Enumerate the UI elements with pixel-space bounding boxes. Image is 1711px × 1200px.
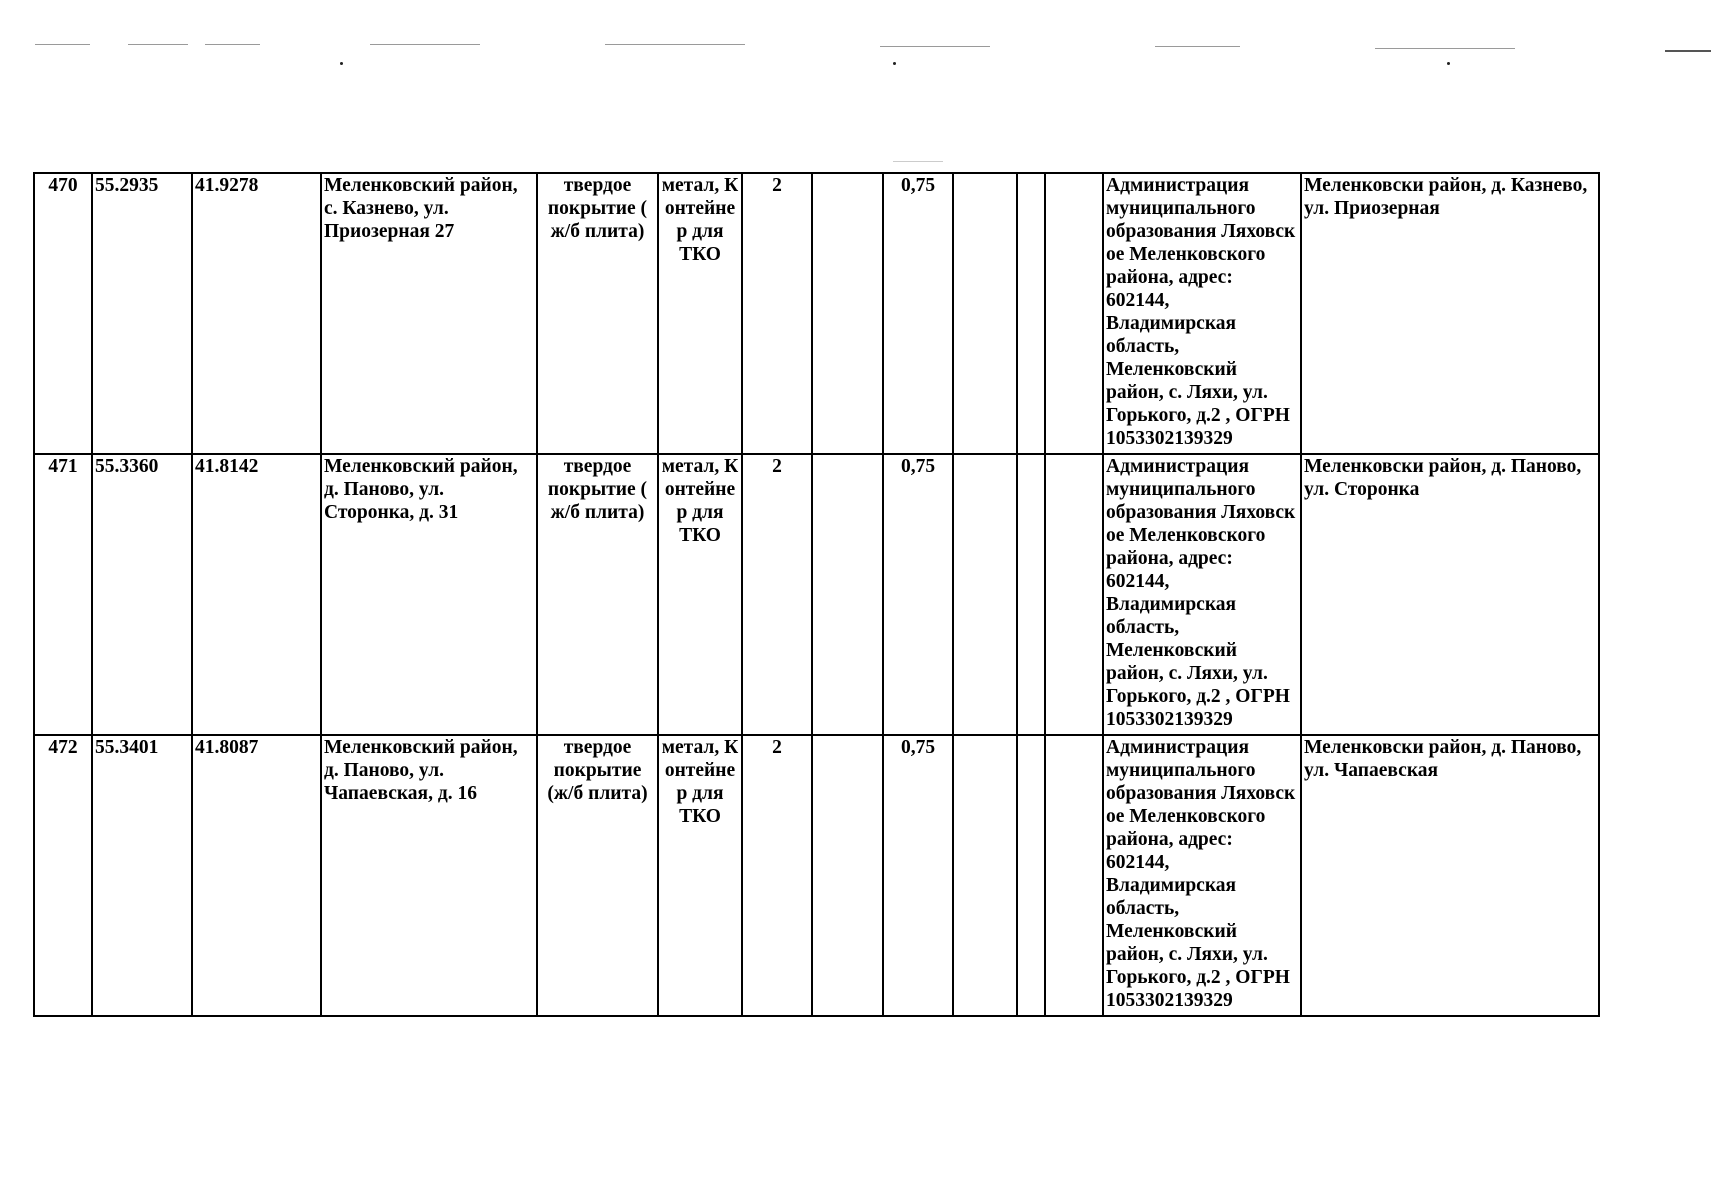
empty-cell xyxy=(1017,454,1045,735)
registry-table xyxy=(33,172,1600,1017)
scan-header-marks xyxy=(0,0,1711,80)
longitude-cell: 41.9278 xyxy=(192,173,321,454)
empty-cell xyxy=(1045,454,1103,735)
container-count-cell: 2 xyxy=(742,173,812,454)
empty-cell xyxy=(1017,735,1045,1016)
empty-cell xyxy=(953,735,1017,1016)
row-number: 472 xyxy=(34,735,92,1016)
empty-cell xyxy=(953,173,1017,454)
latitude-cell: 55.3360 xyxy=(92,454,192,735)
surface-cell: твердое покрытие ( ж/б плита) xyxy=(537,173,658,454)
table-row xyxy=(34,735,1599,1016)
surface-cell: твердое покрытие ( ж/б плита) xyxy=(537,454,658,735)
material-cell: метал, К онтейне р для ТКО xyxy=(658,735,742,1016)
material-cell: метал, К онтейне р для ТКО xyxy=(658,454,742,735)
container-count-cell: 2 xyxy=(742,735,812,1016)
empty-cell xyxy=(953,454,1017,735)
longitude-cell: 41.8142 xyxy=(192,454,321,735)
location-cell: Меленковский район, с. Казнево, ул. Приозерная 27 xyxy=(321,173,537,454)
volume-cell: 0,75 xyxy=(883,454,953,735)
owner-cell: Администрация муниципального образования Ляховск ое Меленковского района, адрес: 602144, Владимирская область, Меленковский район, с. Ляхи, ул. Горького, д.2 , ОГРН 1053302139329 xyxy=(1103,454,1301,735)
material-cell: метал, К онтейне р для ТКО xyxy=(658,173,742,454)
surface-cell: твердое покрытие (ж/б плита) xyxy=(537,735,658,1016)
latitude-cell: 55.2935 xyxy=(92,173,192,454)
longitude-cell: 41.8087 xyxy=(192,735,321,1016)
waste-sources-cell: Меленковски район, д. Паново, ул. Чапаевская xyxy=(1301,735,1599,1016)
location-cell: Меленковский район, д. Паново, ул. Сторонка, д. 31 xyxy=(321,454,537,735)
volume-cell: 0,75 xyxy=(883,173,953,454)
location-cell: Меленковский район, д. Паново, ул. Чапаевская, д. 16 xyxy=(321,735,537,1016)
empty-cell xyxy=(1045,173,1103,454)
row-number: 471 xyxy=(34,454,92,735)
volume-cell: 0,75 xyxy=(883,735,953,1016)
owner-cell: Администрация муниципального образования Ляховск ое Меленковского района, адрес: 602144, Владимирская область, Меленковский район, с. Ляхи, ул. Горького, д.2 , ОГРН 1053302139329 xyxy=(1103,735,1301,1016)
waste-sources-cell: Меленковски район, д. Казнево, ул. Приозерная xyxy=(1301,173,1599,454)
container-count-cell: 2 xyxy=(742,454,812,735)
owner-cell: Администрация муниципального образования Ляховск ое Меленковского района, адрес: 602144, Владимирская область, Меленковский район, с. Ляхи, ул. Горького, д.2 , ОГРН 1053302139329 xyxy=(1103,173,1301,454)
latitude-cell: 55.3401 xyxy=(92,735,192,1016)
row-number: 470 xyxy=(34,173,92,454)
empty-cell xyxy=(812,173,883,454)
empty-cell xyxy=(812,735,883,1016)
table-row xyxy=(34,173,1599,454)
table-row xyxy=(34,454,1599,735)
waste-sources-cell: Меленковски район, д. Паново, ул. Сторонка xyxy=(1301,454,1599,735)
empty-cell xyxy=(1045,735,1103,1016)
empty-cell xyxy=(1017,173,1045,454)
empty-cell xyxy=(812,454,883,735)
